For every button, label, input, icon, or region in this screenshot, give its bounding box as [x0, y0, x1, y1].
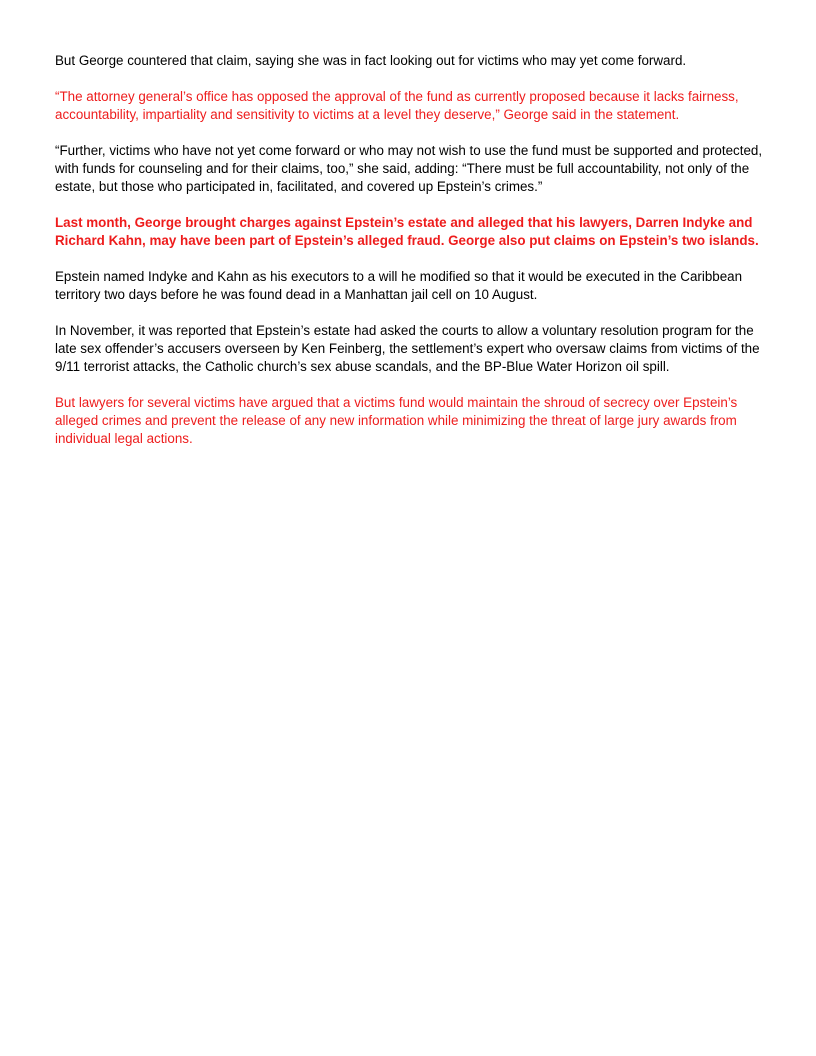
paragraph-charges-against-estate: Last month, George brought charges against Epstein’s estate and alleged that his lawyers, Darren Indyke and Richard Kahn, may have been part of Epstein’s alleged fraud. George also put claims on Epstein’s two islands. — [55, 215, 759, 248]
document-page — [55, 52, 767, 466]
paragraph-voluntary-resolution-program: In November, it was reported that Epstein’s estate had asked the courts to allow a voluntary resolution program for the late sex offender’s accusers overseen by Ken Feinberg, the settlement’s expert who oversaw claims from victims of the 9/11 terrorist attacks, the Catholic church’s sex abuse scandals, and the BP-Blue Water Horizon oil spill. — [55, 323, 760, 374]
paragraph-lawyers-argued: But lawyers for several victims have argued that a victims fund would maintain the shroud of secrecy over Epstein’s alleged crimes and prevent the release of any new information while minimizing the threat of large jury awards from individual legal actions. — [55, 395, 738, 446]
paragraph-executors-will: Epstein named Indyke and Kahn as his executors to a will he modified so that it would be executed in the Caribbean territory two days before he was found dead in a Manhattan jail cell on 10 August. — [55, 269, 743, 302]
paragraph-george-countered: But George countered that claim, saying she was in fact looking out for victims who may yet come forward. — [55, 53, 687, 68]
paragraph-further-victims-quote: “Further, victims who have not yet come forward or who may not wish to use the fund must be supported and protected, with funds for counseling and for their claims, too,” she said, adding: “There must be full accountability, not only of the estate, but those who participated in, facilitated, and covered up Epstein’s crimes.” — [55, 143, 763, 194]
paragraph-ag-office-quote: “The attorney general’s office has opposed the approval of the fund as currently proposed because it lacks fairness, accountability, impartiality and sensitivity to victims at a level they deserve,” George said in the statement. — [55, 89, 739, 122]
